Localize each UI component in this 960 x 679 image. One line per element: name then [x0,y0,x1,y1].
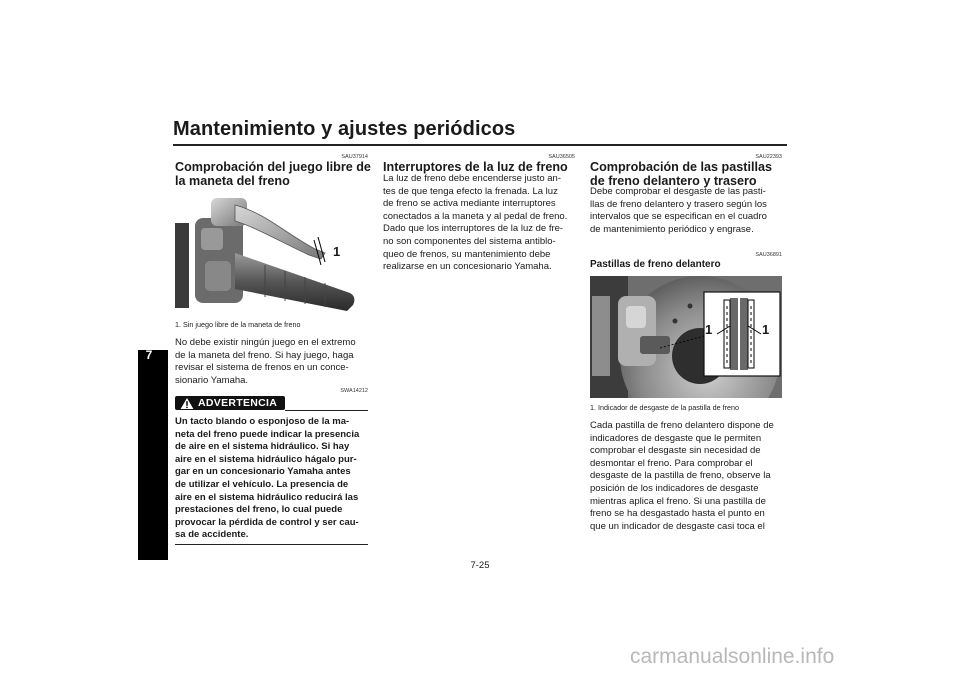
text-line: Cada pastilla de freno delantero dispone de [590,420,774,431]
heading-line: la maneta del freno [175,174,290,188]
chapter-number: 7 [145,348,153,362]
text-line: provocar la pérdida de control y ser cau- [175,516,359,528]
text-line: gar en un concesionario Yamaha antes [175,466,351,478]
watermark: carmanualsonline.info [630,645,835,668]
warning-text [175,416,368,542]
body-text [383,173,575,274]
body-text [175,337,368,387]
body-text [590,420,782,533]
subheading-front-pads: Pastillas de freno delantero [590,259,721,270]
text-line: de freno se activa mediante interruptores [383,198,556,210]
body-text [590,186,782,236]
text-line: tes de que tenga efecto la frenada. La luz [383,185,558,197]
text-line: neta del freno puede indicar la presencia [175,428,360,440]
section-code: SAU36891 [755,252,782,258]
text-line: comprobar el desgaste sin necesidad de [590,445,761,457]
text-line: Un tacto blando o esponjoso de la ma- [175,416,350,427]
warning-label: ADVERTENCIA [198,397,278,409]
heading-line: Comprobación del juego libre de [175,160,371,174]
text-line: intervalos que se especifican en el cuadro [590,211,767,223]
text-line: revisar el sistema de frenos en un conce- [175,362,349,374]
section-code: SAU37914 [341,154,368,160]
text-line: de mantenimiento periódico y engrase. [590,223,754,235]
figure-callout-left: 1 [705,322,713,337]
text-line: que un indicador de desgaste casi toca el [590,520,765,532]
figure-callout: 1 [333,244,341,259]
text-line: conectados a la maneta y al pedal de freno. [383,210,568,222]
section-code: SAU36505 [548,154,575,160]
chapter-tab [138,350,168,560]
text-line: posición de los indicadores de desgaste [590,482,759,494]
warning-triangle-icon [180,398,194,409]
text-line: prestaciones del freno, lo cual puede [175,504,343,516]
text-line: Dado que los interruptores de la luz de fre- [383,223,564,235]
page-number: 7-25 [470,560,490,571]
text-line: No debe existir ningún juego en el extremo [175,337,356,348]
text-line: queo de frenos, su mantenimiento debe [383,248,551,260]
text-line: desmontar el freno. Para comprobar el [590,457,753,469]
figure-caption: 1. Sin juego libre de la maneta de freno [175,320,301,329]
text-line: realizarse en un concesionario Yamaha. [383,261,552,273]
text-line: de la maneta del freno. Si hay juego, haga [175,349,354,361]
text-line: aire en el sistema hidráulico hágalo pur- [175,453,357,465]
text-line: llas de freno delantero y trasero según los [590,198,767,210]
text-line: mientras aplica el freno. Si una pastilla de [590,495,766,507]
figure-callout-right: 1 [762,322,770,337]
heading-line: Comprobación de las pastillas [590,160,772,174]
text-line: La luz de freno debe encenderse justo an- [383,173,561,184]
heading-line: de freno delantero y trasero [590,174,757,188]
text-line: sa de accidente. [175,529,249,541]
brake-pad-figure [590,276,782,398]
text-line: de utilizar el vehículo. La presencia de [175,478,349,490]
warning-bottom-rule [175,544,368,545]
text-line: sionario Yamaha. [175,374,249,386]
text-line: aire en el sistema hidráulico reducirá las [175,491,359,503]
text-line: de aire en el sistema hidráulico. Si hay [175,441,350,453]
warning-code: SWA14212 [340,388,368,394]
section-code: SAU22393 [755,154,782,160]
section-heading-brake-light: Interruptores de la luz de freno [383,160,568,174]
text-line: desgaste de la pastilla de freno, observe la [590,470,771,482]
warning-top-rule [285,410,368,411]
figure-caption: 1. Indicador de desgaste de la pastilla de freno [590,403,740,412]
text-line: indicadores de desgaste que le permiten [590,432,762,444]
section-heading-brake-pads [590,160,790,188]
text-line: freno se ha desgastado hasta el punto en [590,508,765,520]
text-line: Debe comprobar el desgaste de las pasti- [590,186,766,197]
page-title: Mantenimiento y ajustes periódicos [173,118,516,140]
brake-pad-photo [590,276,782,398]
section-heading-brake-lever [175,160,375,188]
header-rule [173,144,787,146]
text-line: no son componentes del sistema antiblo- [383,235,556,247]
